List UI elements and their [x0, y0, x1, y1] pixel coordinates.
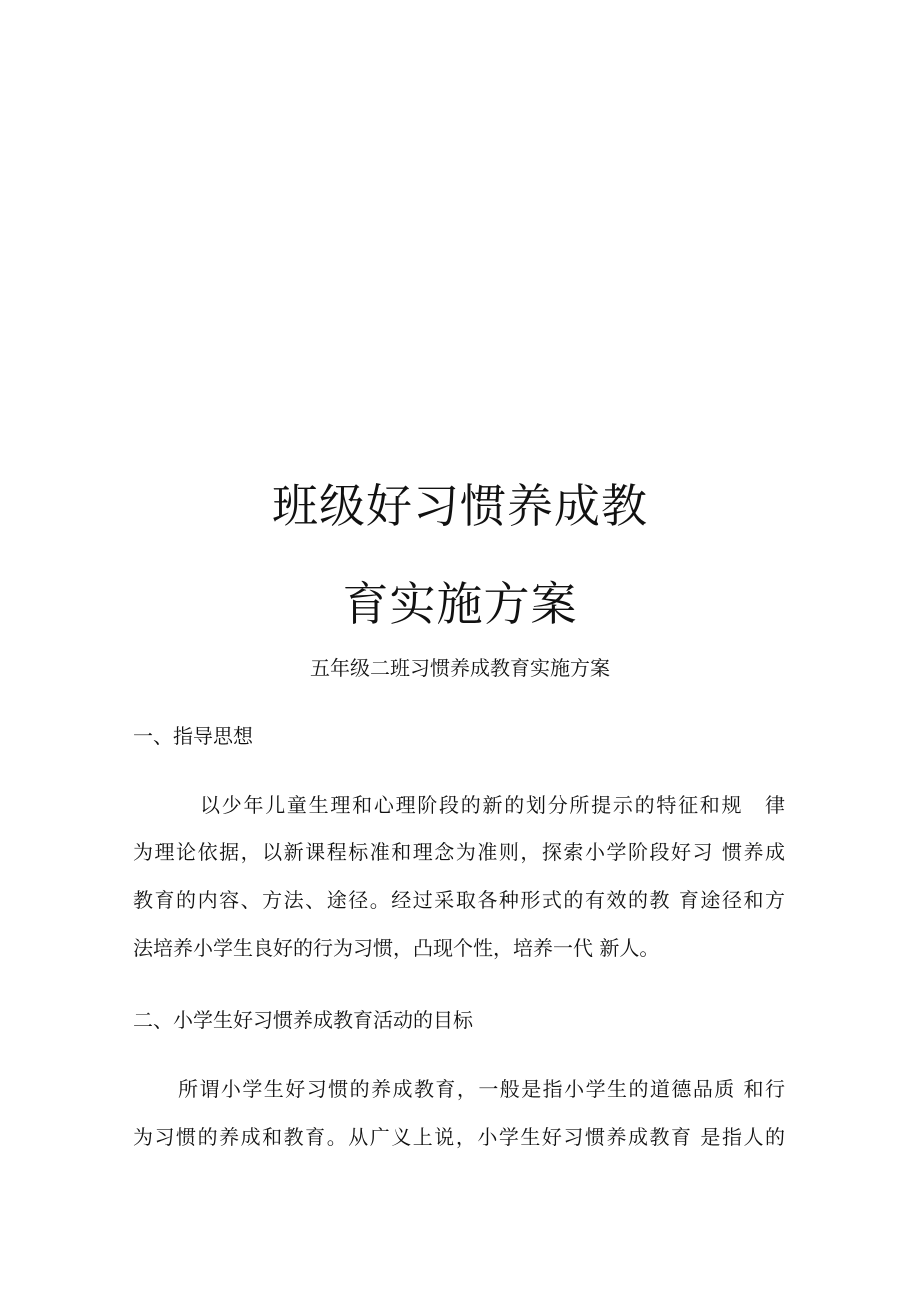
section-1-line-4: 法培养小学生良好的行为习惯，凸现个性，培养一代 新人。	[133, 936, 660, 960]
document-subtitle: 五年级二班习惯养成教育实施方案	[310, 656, 610, 680]
section-2-heading: 二、小学生好习惯养成教育活动的目标	[133, 1008, 473, 1032]
section-1-line-1: 以少年儿童生理和心理阶段的新的划分所提示的特征和规 律	[200, 793, 785, 817]
section-2-line-1: 所谓小学生好习惯的养成教育，一般是指小学生的道德品质 和行	[178, 1077, 785, 1101]
section-1-line-3: 教育的内容、方法、途径。经过采取各种形式的有效的教 育途径和方	[133, 888, 785, 912]
section-1-line-2: 为理论依据，以新课程标准和理念为准则，探索小学阶段好习 惯养成	[133, 840, 785, 864]
section-2-line-2: 为习惯的养成和教育。从广义上说，小学生好习惯养成教育 是指人的	[133, 1125, 785, 1149]
section-1-heading: 一、指导思想	[133, 724, 253, 748]
document-title-line-1: 班级好习惯养成教	[272, 479, 648, 533]
document-title-line-2: 育实施方案	[342, 577, 578, 631]
